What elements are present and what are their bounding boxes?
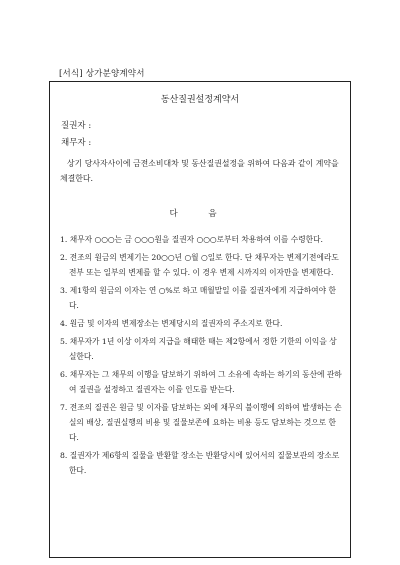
form-label: [서식] 상가분양계약서 (59, 69, 145, 79)
clause-1: 1. 채무자 ○○○는 금 ○○○원을 질권자 ○○○로부터 차용하여 이를 수령한다. (60, 235, 323, 244)
clause-list (60, 232, 344, 481)
clause-3: 3. 제1항의 원금의 이자는 연 ○%로 하고 매월말일 이를 질권자에게 지급하여야 한다. (60, 286, 336, 310)
document-title: 동산질권설정계약서 (160, 95, 240, 105)
clause-8: 8. 질권자가 제6항의 질물을 반환할 장소는 반환당시에 있어서의 질물보관의 장소로 한다. (60, 451, 340, 475)
clause-6: 6. 채무자는 그 채무의 이행을 담보하기 위하여 그 소유에 속하는 하기의 동산에 관하여 질권을 설정하고 질권자는 이를 인도를 받는다. (60, 370, 342, 394)
clause-5: 5. 채무자가 1년 이상 이자의 지급을 해태한 때는 제2항에서 정한 기한의 이익을 상실한다. (60, 337, 337, 361)
clause-4: 4. 원금 및 이자의 변제장소는 변제당시의 질권자의 주소지로 한다. (60, 319, 283, 328)
section-heading: 다 음 (169, 209, 231, 219)
clause-2: 2. 전조의 원금의 변제기는 20○○년 ○월 ○일로 한다. 단 채무자는 변제기전에라도 전부 또는 일부의 변제를 할 수 있다. 이 경우 변제 시까지의 이자만을 변제한다. (60, 253, 339, 277)
contract-document (49, 81, 351, 558)
creditor-label: 질권자 : (61, 121, 92, 131)
intro-paragraph: 상기 당사자사이에 금전소비대차 및 동산질권설정을 위하여 다음과 같이 계약을 체결한다. (60, 159, 339, 183)
debtor-label: 채무자 : (61, 138, 92, 148)
clause-7: 7. 전조의 질권은 원금 및 이자를 담보하는 외에 채무의 불이행에 의하여 발생하는 손실의 배상, 질권실행의 비용 및 질물보존에 요하는 비용 등도 담보하는 것으로 한다. (60, 403, 342, 442)
